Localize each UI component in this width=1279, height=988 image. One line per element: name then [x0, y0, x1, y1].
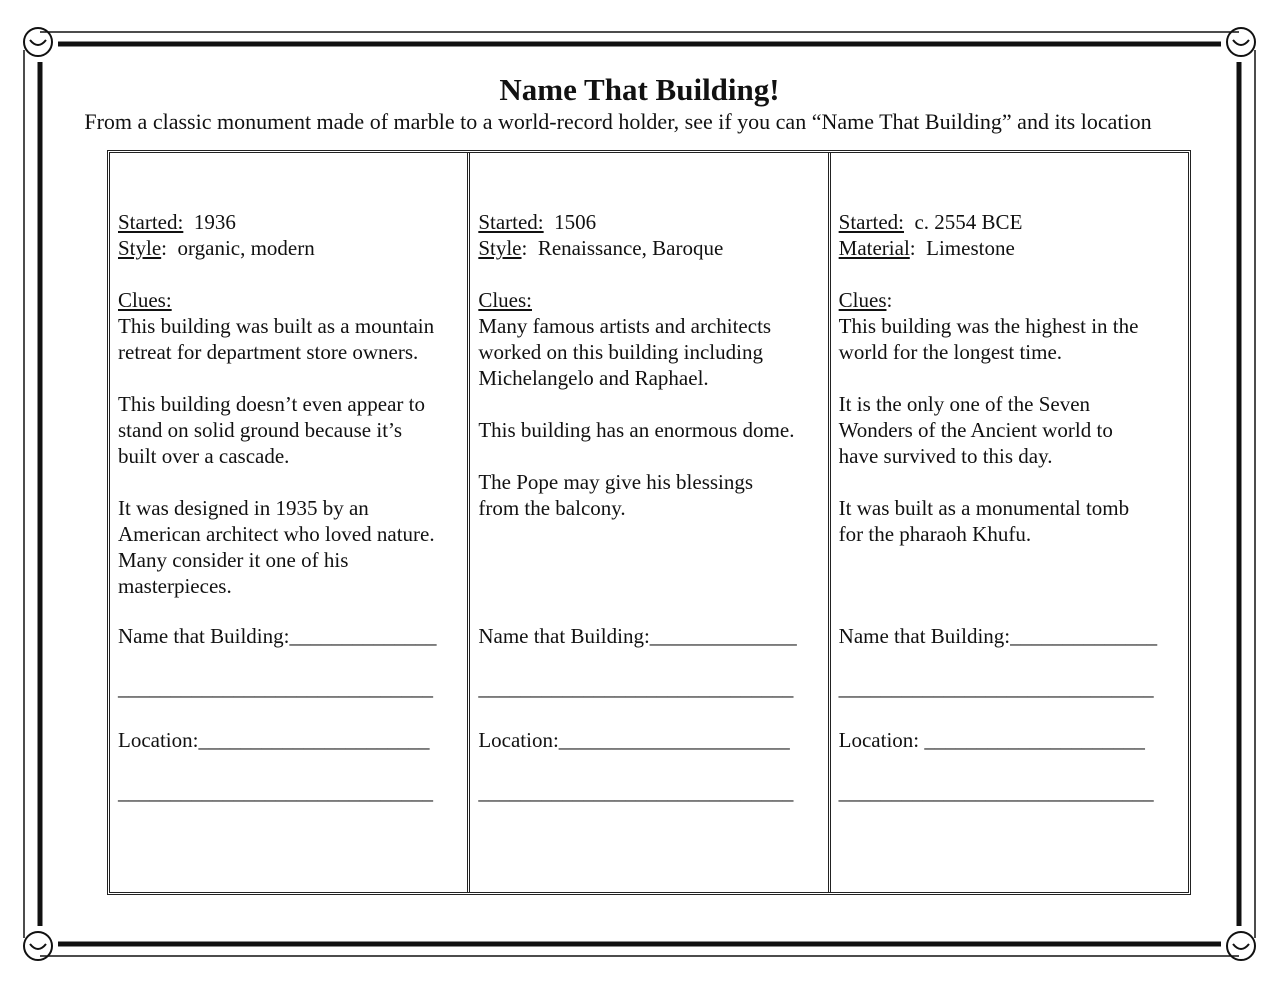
clue-text: This building was the highest in the — [838, 314, 1139, 338]
clue-text: masterpieces. — [118, 574, 232, 598]
clues-suffix: : — [886, 288, 893, 312]
started-line — [839, 209, 1188, 235]
clue-text: The Pope may give his blessings — [478, 470, 754, 494]
attribute-label: Style — [118, 236, 162, 260]
started-value: 1506 — [543, 210, 597, 234]
clue-text: Michelangelo and Raphael. — [478, 366, 709, 390]
clue-text: This building was built as a mountain — [118, 314, 435, 338]
attribute-line — [478, 235, 827, 261]
clues-label: Clues — [838, 288, 887, 312]
name-answer-line-2[interactable]: ______________________________ — [118, 676, 433, 700]
started-value: 1936 — [183, 210, 236, 234]
clue-text: It is the only one of the Seven — [838, 392, 1091, 416]
started-value: c. 2554 BCE — [903, 210, 1023, 234]
clue-text: Many consider it one of his — [118, 548, 349, 572]
clue-text: retreat for department store owners. — [118, 340, 419, 364]
clues-heading — [118, 287, 467, 313]
attribute-value: : Renaissance, Baroque — [521, 236, 724, 260]
clue-text: It was designed in 1935 by an — [118, 496, 369, 520]
building-column — [470, 153, 830, 892]
name-answer-line[interactable]: Name that Building:______________ — [838, 624, 1158, 648]
location-answer-line-2[interactable]: ______________________________ — [478, 780, 794, 804]
attribute-value: : organic, modern — [161, 236, 315, 260]
clue-text: built over a cascade. — [118, 444, 290, 468]
clues-label: Clues: — [118, 288, 172, 312]
clue-text: It was built as a monumental tomb — [838, 496, 1130, 520]
clues-heading — [478, 287, 827, 313]
attribute-label: Style — [478, 236, 522, 260]
clue-text: Many famous artists and architects — [478, 314, 772, 338]
clue-text: have survived to this day. — [838, 444, 1053, 468]
clue-text: from the balcony. — [478, 496, 626, 520]
location-answer-line[interactable]: Location:______________________ — [118, 728, 430, 752]
started-label: Started: — [118, 210, 184, 234]
name-answer-line-2[interactable]: ______________________________ — [838, 676, 1154, 700]
started-label: Started: — [838, 210, 904, 234]
attribute-label: Material — [838, 236, 910, 260]
building-column — [831, 153, 1188, 892]
started-line — [118, 209, 467, 235]
attribute-line — [839, 235, 1188, 261]
clues-heading — [839, 287, 1188, 313]
clues-label: Clues: — [478, 288, 532, 312]
building-column — [110, 153, 470, 892]
location-answer-line-2[interactable]: ______________________________ — [838, 780, 1154, 804]
clue-text: world for the longest time. — [838, 340, 1063, 364]
name-answer-line-2[interactable]: ______________________________ — [478, 676, 794, 700]
name-answer-line[interactable]: Name that Building:______________ — [478, 624, 797, 648]
clue-text: This building doesn’t even appear to — [118, 392, 425, 416]
clue-text: worked on this building including — [478, 340, 763, 364]
attribute-value: : Limestone — [909, 236, 1015, 260]
started-line — [478, 209, 827, 235]
building-table — [107, 150, 1191, 895]
started-label: Started: — [478, 210, 544, 234]
attribute-line — [118, 235, 467, 261]
page-title: Name That Building! — [499, 72, 780, 107]
location-answer-line-2[interactable]: ______________________________ — [118, 780, 433, 804]
clue-text: Wonders of the Ancient world to — [838, 418, 1113, 442]
page-subtitle: From a classic monument made of marble to a world-record holder, see if you can “Name That Building” and its location — [84, 109, 1152, 134]
clue-text: American architect who loved nature. — [118, 522, 435, 546]
clue-text: This building has an enormous dome. — [478, 418, 795, 442]
clue-text: for the pharaoh Khufu. — [838, 522, 1032, 546]
location-answer-line[interactable]: Location: _____________________ — [838, 728, 1145, 752]
name-answer-line[interactable]: Name that Building:______________ — [118, 624, 437, 648]
location-answer-line[interactable]: Location:______________________ — [478, 728, 790, 752]
clue-text: stand on solid ground because it’s — [118, 418, 403, 442]
